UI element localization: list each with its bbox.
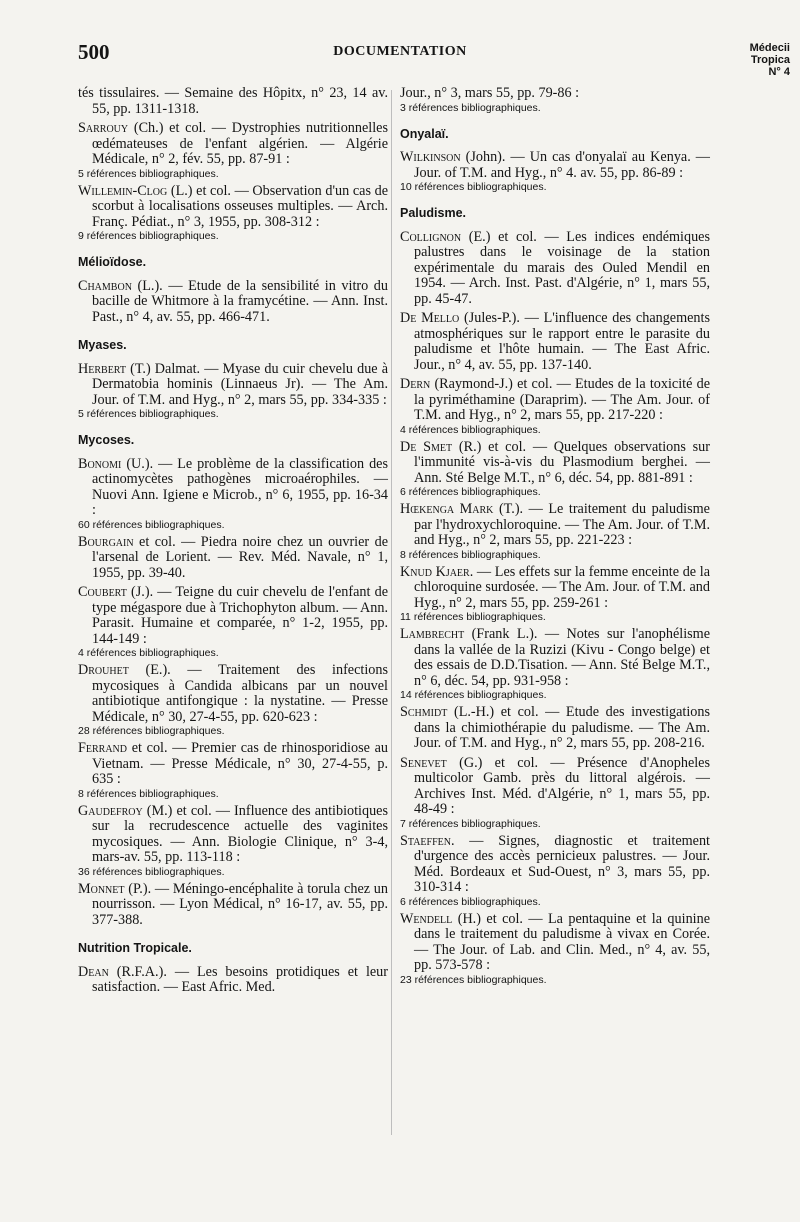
- entry-text: (John). — Un cas d'onyalaï au Kenya. — Jour. of T.M. and Hyg., n° 4. av. 55, pp. 86-89 :: [414, 149, 710, 181]
- entry-text: (L.). — Etude de la sensibilité in vitro du bacille de Whitmore à la framycétine. — Ann. Inst. Past., n° 4, av. 55, pp. 466-471.: [92, 277, 388, 325]
- bibliography-entry: [400, 565, 710, 624]
- entry-author: Staeffen: [400, 832, 451, 849]
- entry-author: Drouhet: [78, 662, 129, 678]
- corner-line: Tropica: [750, 54, 790, 66]
- bibliography-entry: [78, 663, 388, 737]
- section-title: Onyalaï.: [400, 126, 449, 141]
- entry-text: (L.-H.) et col. — Etude des investigations dans la chimiothérapie du paludisme. — The Am. Jour. of T.M. and Hyg., n° 2, mars 55, pp. 208-216.: [414, 704, 710, 751]
- entry-text: (G.) et col. — Présence d'Anopheles multicolor Gamb. près du littoral algérois. — Archives Inst. Méd. d'Algérie, n° 1, mars 55, pp. 48-49 :: [414, 754, 710, 817]
- entry-author: Ferrand: [78, 740, 128, 756]
- entry-author: Herbert: [78, 360, 126, 377]
- bibliography-entry: [78, 882, 388, 929]
- entry-author: Willemin-Clog: [78, 182, 168, 199]
- entry-text: . — Signes, diagnostic et traitement d'urgence des accès pernicieux palustres. — Jour. Méd. Bordeaux et Sud-Ouest, n° 3, mars 55, pp. 310-314 :: [414, 832, 710, 895]
- bibliography-entry: [78, 362, 388, 421]
- entry-text: Jour., n° 3, mars 55, pp. 79-86 :: [400, 85, 580, 101]
- section-title: Paludisme.: [400, 206, 466, 220]
- bibliography-entry: [78, 121, 388, 180]
- bibliography-entry: [78, 86, 388, 117]
- entry-author: Wilkinson: [400, 149, 461, 165]
- entry-author: Lambrecht: [400, 626, 465, 642]
- section-title: Myases.: [78, 338, 127, 352]
- entry-text: . — Les effets sur la femme enceinte de la chloroquine surdosée. — The Am. Jour. of T.M. and Hyg., n° 2, mars 55, pp. 259-261 :: [414, 563, 710, 611]
- entry-author: Gaudefroy: [78, 802, 143, 819]
- entry-text: et col. — Premier cas de rhinosporidiose au Vietnam. — Presse Médicale, n° 30, 27-4-55, p. 635 :: [92, 740, 388, 787]
- entry-text: (P.). — Méningo-encéphalite à torula chez un nourrisson. — Lyon Médical, n° 16-17, av. 55, pp. 377-388.: [92, 880, 388, 928]
- section-title: Mélioïdose.: [78, 255, 147, 269]
- entry-author: Collignon: [400, 228, 462, 245]
- entry-text: (U.). — Le problème de la classification des actinomycètes pathogènes microaérophiles. — Nuovi Ann. Igiene e Microb., n° 6, 1955, pp. 16-34 :: [92, 455, 388, 518]
- left-column: [78, 86, 388, 1000]
- entry-references: 8 références bibliographiques.: [400, 548, 541, 561]
- entry-references: 36 références bibliographiques.: [78, 865, 225, 878]
- entry-references: 5 références bibliographiques.: [78, 167, 219, 180]
- bibliography-entry: [78, 965, 388, 996]
- entry-text: (E.) et col. — Les indices endémiques palustres dans le voisinage de la station expérimentale du marais des Ouled Mendil en 1954. — Arch. Inst. Past. d'Algérie, n° 1, mars 55, pp. 45-47.: [414, 228, 710, 307]
- bibliography-entry: [400, 756, 710, 830]
- page-number: 500: [78, 40, 110, 64]
- entry-text: (M.) et col. — Influence des antibiotiques sur la recrudescence actuelle des vaginites mycosiques. — Ann. Biologie Clinique, n° 3-4, mars-av. 55, pp. 113-118 :: [92, 802, 388, 865]
- entry-author: Schmidt: [400, 704, 448, 720]
- entry-text: (Raymond-J.) et col. — Etudes de la toxicité de la pyriméthamine (Daraprim). — The Am. Jour. of T.M. and Hyg., n° 2, mars 55, pp. 217-220 :: [414, 376, 710, 423]
- bibliography-entry: [400, 86, 710, 114]
- bibliography-entry: [400, 230, 710, 308]
- section-title: Nutrition Tropicale.: [78, 941, 192, 955]
- entry-author: De Smet: [400, 438, 453, 455]
- entry-text: (H.) et col. — La pentaquine et la quinine dans le traitement du paludisme à vivax en Corée. — The Jour. of Lab. and Clin. Med., n° 4, av. 55, pp. 573-578 :: [414, 910, 710, 973]
- entry-text: (R.) et col. — Quelques observations sur l'immunité vis-à-vis du Plasmodium berghei. — Ann. Sté Belge M.T., n° 6, déc. 54, pp. 881-891 :: [414, 438, 710, 486]
- entry-references: 7 références bibliographiques.: [400, 817, 541, 830]
- entry-author: Senevet: [400, 754, 447, 771]
- entry-text: et col. — Piedra noire chez un ouvrier de l'arsenal de Lorient. — Rev. Méd. Navale, n° 1, 1955, pp. 39-40.: [92, 533, 388, 581]
- entry-references: 5 références bibliographiques.: [78, 408, 219, 420]
- bibliography-entry: [400, 502, 710, 561]
- bibliography-entry: [78, 184, 388, 243]
- corner-tag: [750, 42, 790, 78]
- entry-text: (T.) Dalmat. — Myase du cuir chevelu due à Dermatobia hominis (Linnaeus Jr). — The Am. Jour. of T.M. and Hyg., n° 2, mars 55, pp. 334-335 :: [92, 360, 388, 408]
- entry-text: (J.). — Teigne du cuir chevelu de l'enfant de type mégaspore due à Trichophyton album. — Ann. Parasit. Humaine et comparée, n° 1-2, 1955, pp. 144-149 :: [92, 584, 388, 647]
- entry-references: 28 références bibliographiques.: [78, 725, 225, 737]
- entry-references: 11 références bibliographiques.: [400, 611, 546, 623]
- entry-author: Chambon: [78, 277, 132, 294]
- corner-line: Médecii: [749, 42, 790, 54]
- entry-text: tés tissulaires. — Semaine des Hôpitx, n° 23, 14 av. 55, pp. 1311-1318.: [78, 85, 388, 117]
- bibliography-entry: [400, 705, 710, 752]
- bibliography-entry: [400, 377, 710, 436]
- bibliography-entry: [400, 912, 710, 986]
- corner-line: N° 4: [768, 66, 790, 78]
- entry-references: 9 références bibliographiques.: [78, 230, 219, 242]
- entry-author: Wendell: [400, 910, 453, 927]
- bibliography-entry: [78, 535, 388, 582]
- entry-author: Monnet: [78, 880, 125, 897]
- entry-text: (Frank L.). — Notes sur l'anophélisme dans la vallée de la Ruzizi (Kivu - Congo belge) et des essais de D.D.Tisation. — Ann. Sté Belge M.T., n° 6, déc. 54, pp. 931-958 :: [414, 626, 710, 689]
- entry-author: Dern: [400, 376, 431, 392]
- entry-references: 4 références bibliographiques.: [78, 647, 219, 659]
- bibliography-entry: [78, 457, 388, 531]
- entry-text: (Jules-P.). — L'influence des changements atmosphériques sur le rapport entre le parasite du paludisme et l'hôte humain. — The East Afric. Jour., n° 4, av. 55, pp. 137-140.: [414, 310, 710, 373]
- entry-author: De Mello: [400, 310, 460, 326]
- entry-references: 10 références bibliographiques.: [400, 181, 547, 193]
- entry-references: 14 références bibliographiques.: [400, 689, 547, 701]
- bibliography-entry: [400, 311, 710, 373]
- entry-author: Bourgain: [78, 533, 134, 550]
- entry-references: 8 références bibliographiques.: [78, 787, 219, 800]
- entry-references: 3 références bibliographiques.: [400, 101, 541, 114]
- entry-author: Bonomi: [78, 455, 122, 472]
- bibliography-entry: [78, 585, 388, 659]
- bibliography-entry: [400, 440, 710, 499]
- right-column: [400, 86, 710, 990]
- entry-references: 6 références bibliographiques.: [400, 486, 541, 498]
- bibliography-entry: [400, 834, 710, 908]
- entry-text: (L.) et col. — Observation d'un cas de scorbut à localisations osseuses multiples. — Arch. Franç. Pédiat., n° 3, 1955, pp. 308-312 :: [92, 182, 388, 230]
- entry-author: Dean: [78, 963, 109, 980]
- entry-text: (T.). — Le traitement du paludisme par l'hydroxychloroquine. — The Am. Jour. of T.M. and Hyg., n° 2, mars 55, pp. 221-223 :: [414, 501, 710, 548]
- bibliography-entry: [78, 279, 388, 326]
- entry-references: 4 références bibliographiques.: [400, 423, 541, 436]
- entry-references: 23 références bibliographiques.: [400, 973, 547, 986]
- bibliography-entry: [78, 804, 388, 878]
- entry-references: 60 références bibliographiques.: [78, 518, 225, 531]
- entry-references: 6 références bibliographiques.: [400, 895, 541, 908]
- section-title: Mycoses.: [78, 433, 135, 447]
- bibliography-entry: [400, 150, 710, 193]
- column-divider: [391, 90, 392, 1135]
- entry-text: (R.F.A.). — Les besoins protidiques et leur satisfaction. — East Afric. Med.: [92, 963, 388, 995]
- entry-author: Hœkenga Mark: [400, 501, 494, 517]
- entry-author: Coubert: [78, 584, 127, 600]
- running-head: DOCUMENTATION: [333, 44, 467, 59]
- entry-text: (E.). — Traitement des infections mycosiques à Candida albicans par un nouvel antibiotique antifongique : la nystatine. — Presse Médicale, n° 30, 27-4-55, pp. 620-623 :: [92, 662, 388, 725]
- bibliography-entry: [400, 627, 710, 701]
- bibliography-entry: [78, 741, 388, 800]
- entry-author: Knud Kjaer: [400, 563, 470, 580]
- entry-text: (Ch.) et col. — Dystrophies nutritionnelles œdémateuses de l'enfant algérien. — Algérie Médicale, n° 2, fév. 55, pp. 87-91 :: [92, 120, 388, 167]
- entry-author: Sarrouy: [78, 120, 129, 136]
